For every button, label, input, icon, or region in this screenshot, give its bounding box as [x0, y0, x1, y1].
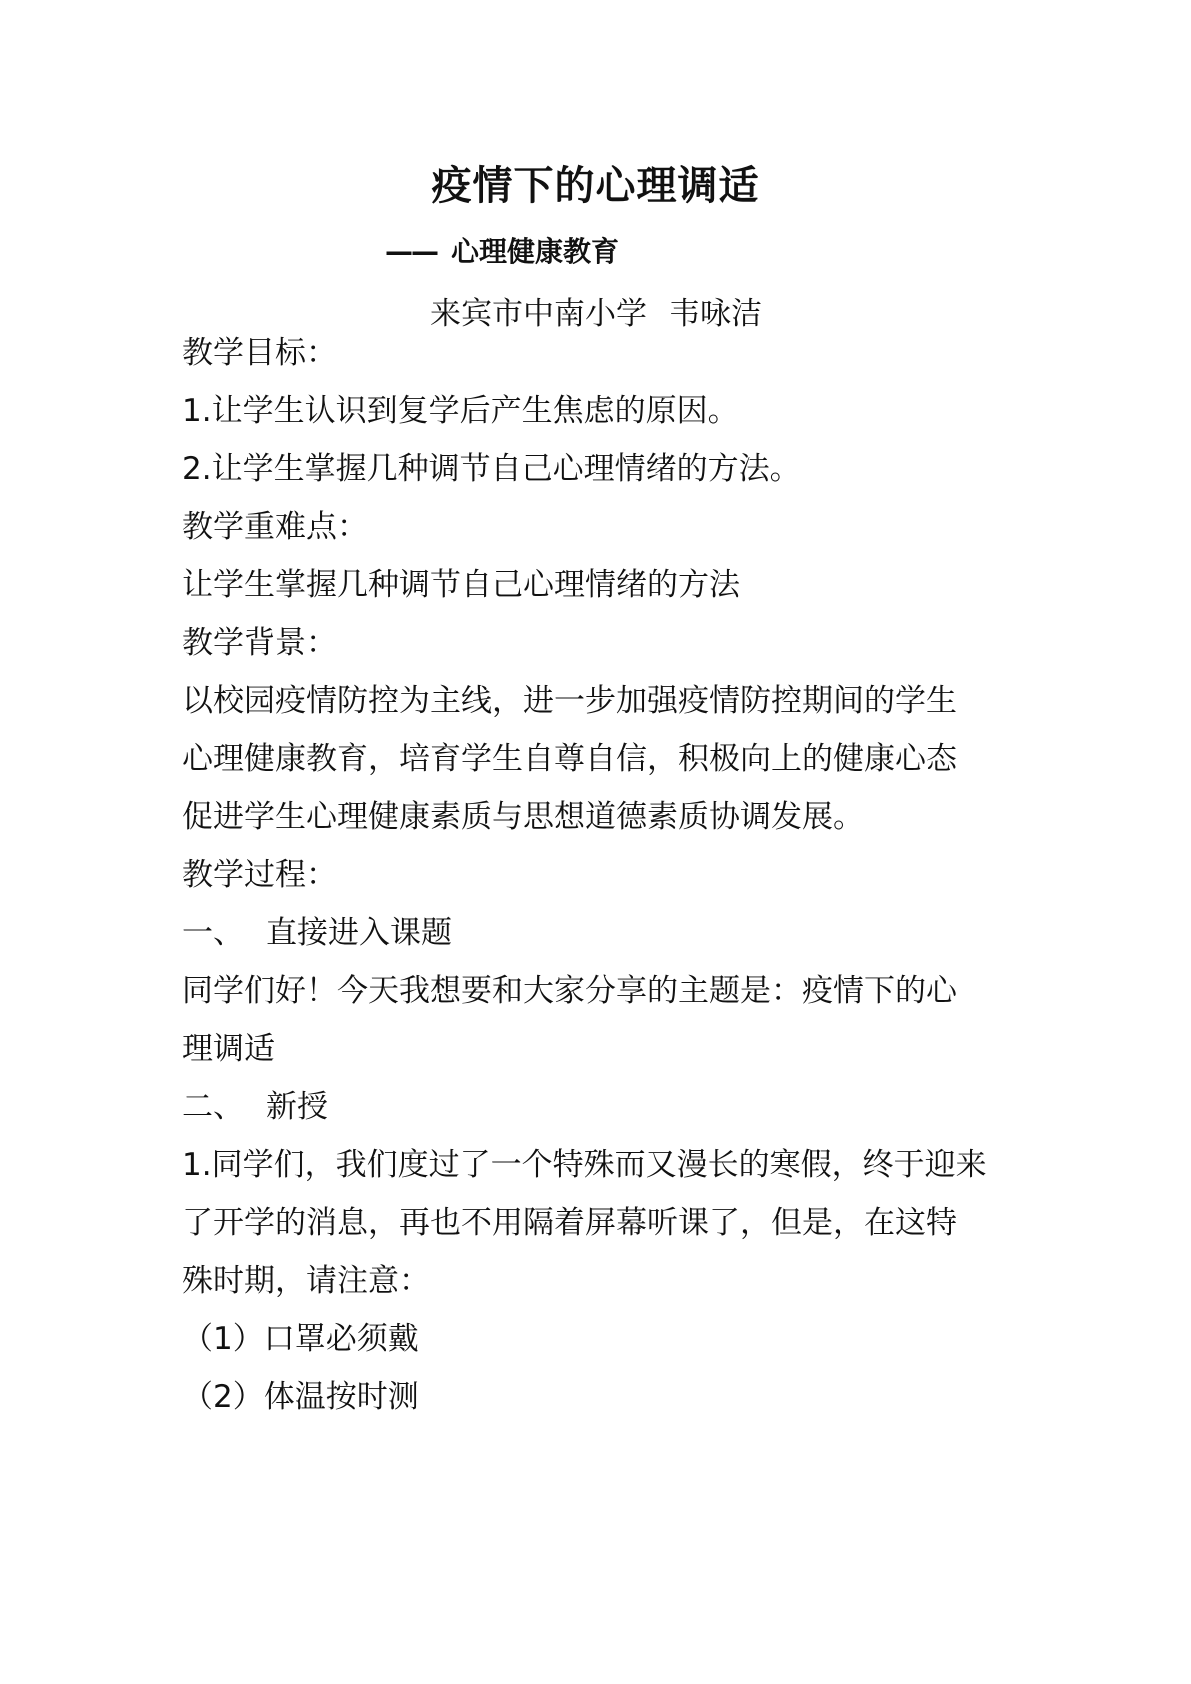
paragraph-line: 1.让学生认识到复学后产生焦虑的原因。	[182, 393, 739, 429]
paragraph-line: 同学们好！今天我想要和大家分享的主题是：疫情下的心	[182, 973, 957, 1009]
paragraph-line: 理调适	[182, 1031, 275, 1067]
author-name: 韦咏洁	[669, 296, 762, 332]
section-heading-1	[182, 902, 1032, 964]
paragraph-line: 教学目标：	[182, 335, 337, 371]
paragraph-line: 2.让学生掌握几种调节自己心理情绪的方法。	[182, 451, 801, 487]
paragraph-line: 教学背景：	[182, 625, 337, 661]
list-item: （1）口罩必须戴	[182, 1321, 419, 1357]
paragraph-line: 殊时期，请注意：	[182, 1263, 430, 1299]
author-school: 来宾市中南小学	[430, 296, 647, 332]
section-heading-2	[182, 1076, 1032, 1138]
paragraph-line: 了开学的消息，再也不用隔着屏幕听课了，但是，在这特	[182, 1205, 957, 1241]
paragraph-line: 心理健康教育，培育学生自尊自信，积极向上的健康心态	[182, 741, 957, 777]
section-marker: 二、	[182, 1089, 244, 1125]
document-title: 疫情下的心理调适	[431, 163, 760, 209]
paragraph-line: 1.同学们，我们度过了一个特殊而又漫长的寒假，终于迎来	[182, 1147, 987, 1183]
list-item: （2）体温按时测	[182, 1379, 419, 1415]
subtitle-text: 心理健康教育	[451, 235, 620, 268]
document-subtitle	[385, 232, 619, 272]
section-marker: 一、	[182, 915, 244, 951]
subtitle-dash: ——	[385, 235, 437, 268]
paragraph-line: 教学过程：	[182, 857, 337, 893]
paragraph-line: 促进学生心理健康素质与思想道德素质协调发展。	[182, 799, 864, 835]
paragraph-line: 以校园疫情防控为主线，进一步加强疫情防控期间的学生	[182, 683, 957, 719]
paragraph-line: 让学生掌握几种调节自己心理情绪的方法	[182, 567, 740, 603]
section-title: 新授	[266, 1089, 328, 1125]
paragraph-line: 教学重难点：	[182, 509, 368, 545]
section-title: 直接进入课题	[266, 915, 452, 951]
